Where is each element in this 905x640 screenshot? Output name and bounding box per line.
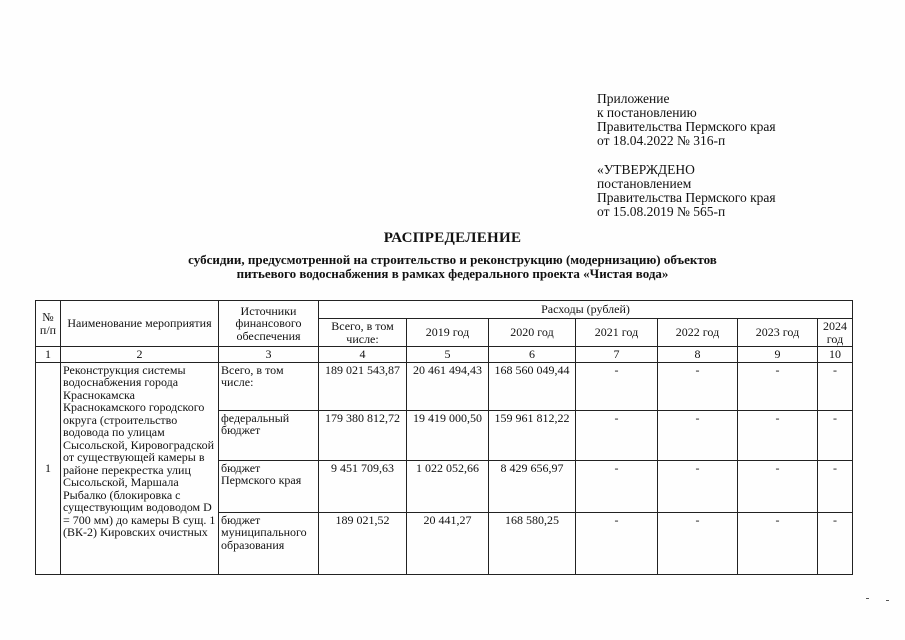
y2024-cell: - <box>818 410 853 460</box>
header-num: № п/п <box>36 301 61 347</box>
column-number: 3 <box>219 347 319 363</box>
column-number: 9 <box>738 347 818 363</box>
header-2021: 2021 год <box>576 319 658 347</box>
header-2023: 2023 год <box>738 319 818 347</box>
header-row-top <box>36 301 853 319</box>
source-cell: бюджет Пермского края <box>219 460 319 512</box>
scan-speck <box>886 600 889 601</box>
column-number-row <box>36 347 853 363</box>
subtitle-line-1: субсидии, предусмотренной на строительство и реконструкцию (модернизацию) объектов <box>188 252 717 267</box>
y2021-cell: - <box>576 410 658 460</box>
project-name: Реконструкция системы водоснабжения города Краснокамска Краснокамского городского округа (строительство водовода по улицам Сысольской, Кировоградской от существующей камеры в районе перекрестка улиц Сысольской, Маршала Рыбалко (блокировка с существующим водоводом D = 700 мм) до камеры В сущ. 1 (ВК-2) Кировских очистных <box>61 362 219 574</box>
row-number: 1 <box>36 362 61 574</box>
header-2022: 2022 год <box>658 319 738 347</box>
header-2020: 2020 год <box>489 319 576 347</box>
column-number: 5 <box>407 347 489 363</box>
column-number: 10 <box>818 347 853 363</box>
y2019-cell: 19 419 000,50 <box>407 410 489 460</box>
y2020-cell: 168 560 049,44 <box>489 362 576 410</box>
y2020-cell: 168 580,25 <box>489 512 576 574</box>
header-name: Наименование мероприятия <box>61 301 219 347</box>
document-subtitle <box>0 253 905 281</box>
y2023-cell: - <box>738 410 818 460</box>
scan-speck <box>866 598 869 599</box>
y2023-cell: - <box>738 512 818 574</box>
appendix-line: к постановлению <box>597 105 697 120</box>
approval-line: «УТВЕРЖДЕНО <box>597 162 695 177</box>
y2024-cell: - <box>818 512 853 574</box>
source-cell: бюджет муниципального образования <box>219 512 319 574</box>
y2024-cell: - <box>818 362 853 410</box>
header-2024: 2024 год <box>818 319 853 347</box>
column-number: 2 <box>61 347 219 363</box>
source-cell: федеральный бюджет <box>219 410 319 460</box>
appendix-line: Правительства Пермского края <box>597 119 776 134</box>
approval-line: постановлением <box>597 176 692 191</box>
distribution-table <box>35 300 853 575</box>
y2022-cell: - <box>658 512 738 574</box>
y2022-cell: - <box>658 362 738 410</box>
table-row <box>36 362 853 410</box>
total-cell: 179 380 812,72 <box>319 410 407 460</box>
total-cell: 189 021,52 <box>319 512 407 574</box>
appendix-line: от 18.04.2022 № 316-п <box>597 133 726 148</box>
approval-line: от 15.08.2019 № 565-п <box>597 204 726 219</box>
y2021-cell: - <box>576 460 658 512</box>
y2021-cell: - <box>576 512 658 574</box>
header-sources: Источники финансового обеспечения <box>219 301 319 347</box>
approval-block <box>597 163 776 219</box>
total-cell: 189 021 543,87 <box>319 362 407 410</box>
y2024-cell: - <box>818 460 853 512</box>
source-cell: Всего, в том числе: <box>219 362 319 410</box>
y2022-cell: - <box>658 410 738 460</box>
document-title: РАСПРЕДЕЛЕНИЕ <box>383 230 522 246</box>
y2021-cell: - <box>576 362 658 410</box>
y2019-cell: 20 461 494,43 <box>407 362 489 410</box>
total-cell: 9 451 709,63 <box>319 460 407 512</box>
header-2019: 2019 год <box>407 319 489 347</box>
appendix-line: Приложение <box>597 91 670 106</box>
column-number: 4 <box>319 347 407 363</box>
y2019-cell: 1 022 052,66 <box>407 460 489 512</box>
y2023-cell: - <box>738 362 818 410</box>
y2020-cell: 159 961 812,22 <box>489 410 576 460</box>
header-total: Всего, в том числе: <box>319 319 407 347</box>
appendix-block <box>597 92 776 148</box>
y2019-cell: 20 441,27 <box>407 512 489 574</box>
y2022-cell: - <box>658 460 738 512</box>
y2023-cell: - <box>738 460 818 512</box>
column-number: 6 <box>489 347 576 363</box>
column-number: 8 <box>658 347 738 363</box>
approval-line: Правительства Пермского края <box>597 190 776 205</box>
column-number: 7 <box>576 347 658 363</box>
column-number: 1 <box>36 347 61 363</box>
header-expenses: Расходы (рублей) <box>319 301 853 319</box>
y2020-cell: 8 429 656,97 <box>489 460 576 512</box>
subtitle-line-2: питьевого водоснабжения в рамках федерального проекта «Чистая вода» <box>236 266 669 281</box>
